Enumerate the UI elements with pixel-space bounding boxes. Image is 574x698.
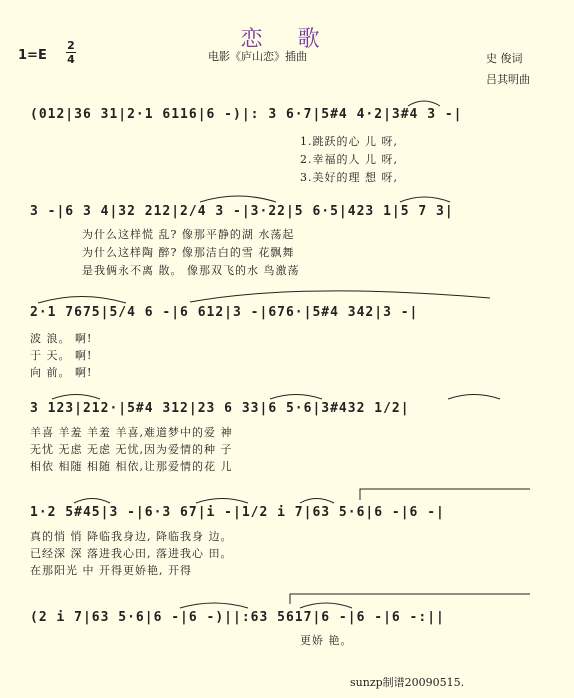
song-title: 恋 歌 [240,27,334,52]
footer-credit: sunzp制谱20090515. [350,676,465,689]
lyric-row-4-verse-1: 羊喜 羊羞 羊羞 羊喜,难道梦中的爱 神 [30,426,233,439]
slur-row-6b [300,603,352,608]
subtitle: 电影《庐山恋》插曲 [208,50,307,63]
score-row-1: (012|36 31|2·1 6116|6 -)|: 3 6·7|5#4 4·2|3#4 3 -| [30,107,463,122]
lyric-row-3-verse-1: 波 浪。 啊! [30,332,93,345]
lyric-row-1-verse-3: 3.美好的理 想 呀, [300,171,398,184]
time-bottom: 4 [67,53,75,66]
slur-row-3a [38,297,126,304]
score-row-5: 1·2 5#45|3 -|6·3 67|i -|1/2 i 7|63 5·6|6 -|6 -| [30,505,445,520]
slur-row-1 [408,101,440,106]
lyric-row-2-verse-2: 为什么这样陶 醉? 像那洁白的雪 花飘舞 [82,246,295,259]
volta-bracket-1-2 [360,489,530,500]
score-row-3: 2·1 7675|5/4 6 -|6 612|3 -|676·|5#4 342|3 -| [30,305,419,320]
lyric-row-1-verse-2: 2.幸福的人 儿 呀, [300,153,398,166]
lyric-row-5-verse-1: 真的悄 悄 降临我身边, 降临我身 边。 [30,530,233,543]
key-signature: 1=E [18,48,47,63]
slur-row-4c [448,395,500,400]
lyricist-credit: 史 俊词 [486,52,523,65]
slur-row-5c [300,499,334,504]
time-top: 2 [67,39,75,52]
slur-row-5b [196,499,248,504]
slur-row-5a [74,499,110,504]
slur-row-2a [200,196,276,202]
slur-row-6a [180,603,248,608]
score-row-2: 3 -|6 3 4|32 212|2/4 3 -|3·22|5 6·5|423 1|5 7 3| [30,204,454,219]
score-row-6: (2 i 7|63 5·6|6 -|6 -)||:63 5617|6 -|6 -|6 -:|| [30,610,445,625]
slur-row-4a [52,395,100,400]
score-row-4: 3 123|212·|5#4 312|23 6 33|6 5·6|3#432 1/2| [30,401,410,416]
lyric-row-4-verse-2: 无忧 无虑 无虑 无忧,因为爱情的种 子 [30,443,233,456]
lyric-row-6-verse-1: 更娇 艳。 [300,634,353,647]
lyric-row-4-verse-3: 相依 相随 相随 相依,让那爱情的花 儿 [30,460,233,473]
slur-row-4b [270,395,322,400]
slur-row-3b [190,291,490,302]
lyric-row-1-verse-1: 1.跳跃的心 儿 呀, [300,135,398,148]
composer-credit: 吕其明曲 [486,73,530,86]
lyric-row-3-verse-2: 于 天。 啊! [30,349,93,362]
lyric-row-5-verse-3: 在那阳光 中 开得更娇艳, 开得 [30,564,192,577]
lyric-row-2-verse-1: 为什么这样慌 乱? 像那平静的湖 水荡起 [82,228,295,241]
lyric-row-3-verse-3: 向 前。 啊! [30,366,93,379]
slur-row-2b [400,197,450,202]
lyric-row-2-verse-3: 是我俩永不离 散。 像那双飞的水 鸟激荡 [82,264,300,277]
lyric-row-5-verse-2: 已经深 深 落进我心田, 落进我心 田。 [30,547,233,560]
